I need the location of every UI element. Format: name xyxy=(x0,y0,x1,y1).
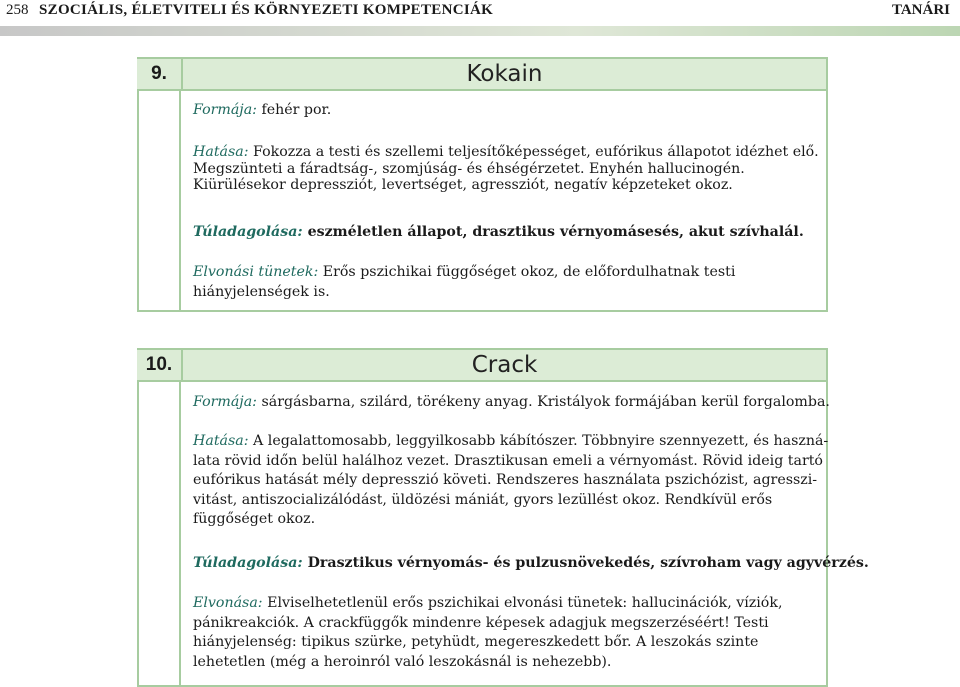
forma-text: fehér por. xyxy=(256,102,332,118)
chapter-title: SZOCIÁLIS, ÉLETVITELI ÉS KÖRNYEZETI KOMPETENCIÁK xyxy=(39,2,494,18)
hatas-label: Hatása: xyxy=(193,144,249,160)
elv-paragraph xyxy=(193,263,833,302)
forma-paragraph xyxy=(193,101,833,121)
section-title: Kokain xyxy=(466,61,543,87)
section-left-bar xyxy=(137,382,181,685)
section-header xyxy=(137,57,826,91)
hatas-line: eufórikus hatását mély depresszió követi. Rendszeres használata pszichózist, agresszi- xyxy=(193,472,818,488)
elv-line: pánikreakciók. A crackfüggők mindenre képesek adagjuk megszerzéséért! Testi xyxy=(193,614,769,631)
section-number: 10. xyxy=(137,350,183,380)
hatas-line: lata rövid időn belül halálhoz vezet. Drasztikusan emeli a vérnyomást. Rövid ideig tartó xyxy=(193,452,823,469)
tul-label: Túladagolása: xyxy=(193,224,303,240)
elv-line: Erős pszichikai függőséget okoz, de előfordulhatnak testi xyxy=(318,264,736,280)
hatas-line: A legalattomosabb, leggyilkosabb kábítószer. Többnyire szennyezett, és haszná- xyxy=(248,433,829,449)
hatas-line: függőséget okoz. xyxy=(193,511,316,527)
elv-line: hiányjelenségek is. xyxy=(193,283,330,300)
audience-tag: TANÁRI xyxy=(891,2,950,18)
section-title: Crack xyxy=(471,352,538,378)
hatas-paragraph xyxy=(193,432,833,530)
hatas-line: Kiürülésekor depressziót, levertséget, agressziót, negatív képzeteket okoz. xyxy=(193,177,733,193)
section-header xyxy=(137,348,826,382)
forma-paragraph xyxy=(193,393,833,413)
elv-line: hiányjelenség: tipikus szürke, petyhüdt, megereszkedett bőr. A leszokás szinte xyxy=(193,634,759,650)
section-left-bar xyxy=(137,91,181,310)
tul-paragraph xyxy=(193,223,833,243)
elv-line: Elviselhetetlenül erős pszichikai elvonási tünetek: hallucinációk, víziók, xyxy=(262,595,783,611)
forma-text: sárgásbarna, szilárd, törékeny anyag. Kristályok formájában kerül forgalomba. xyxy=(256,394,830,410)
page-header xyxy=(0,0,960,38)
hatas-line: vitást, antiszocializálódást, üldözési mániát, gyors lezüllést okoz. Rendkívül erős xyxy=(193,491,773,508)
elv-line: lehetetlen (még a heroinról való leszokásnál is nehezebb). xyxy=(193,653,612,670)
tul-text: eszméletlen állapot, drasztikus vérnyomásesés, akut szívhalál. xyxy=(302,224,804,240)
elv-paragraph xyxy=(193,594,833,672)
page-number: 258 xyxy=(6,2,29,18)
forma-label: Formája: xyxy=(193,394,257,410)
hatas-line: Fokozza a testi és szellemi teljesítőképességet, eufórikus állapotot idézhet elő. xyxy=(248,144,819,160)
tul-text: Drasztikus vérnyomás- és pulzusnövekedés, szívroham vagy agyvérzés. xyxy=(302,555,869,571)
header-band xyxy=(0,26,960,36)
hatas-line: Megszünteti a fáradtság-, szomjúság- és éhségérzetet. Enyhén hallucinogén. xyxy=(193,160,745,177)
elv-label: Elvonása: xyxy=(193,595,263,611)
forma-label: Formája: xyxy=(193,102,257,118)
tul-label: Túladagolása: xyxy=(193,555,303,571)
elv-label: Elvonási tünetek: xyxy=(193,264,319,280)
tul-paragraph xyxy=(193,554,869,574)
hatas-label: Hatása: xyxy=(193,433,249,449)
hatas-paragraph xyxy=(193,144,833,194)
section-number: 9. xyxy=(137,59,183,89)
